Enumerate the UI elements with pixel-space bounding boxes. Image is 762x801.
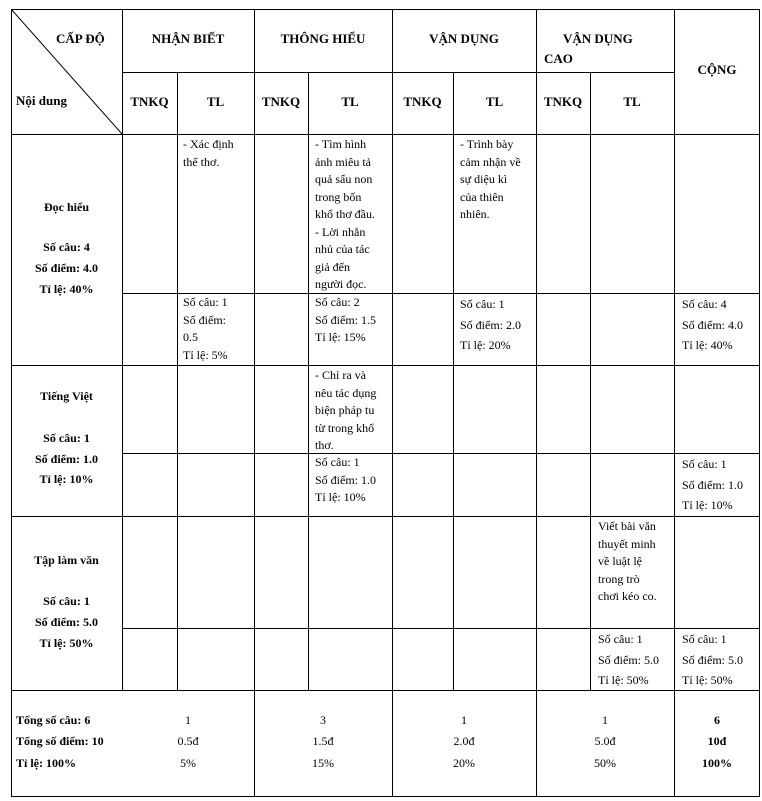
header-tnkq-nb: TNKQ bbox=[130, 94, 169, 109]
header-tl-vd: TL bbox=[485, 94, 504, 109]
totals-nb-diem: 0.5đ bbox=[177, 734, 199, 748]
grid-line bbox=[674, 9, 675, 797]
grid-line bbox=[122, 628, 760, 629]
cell-tap-lam-van-vdc-stats: Số câu: 1 Số điểm: 5.0 Tỉ lệ: 50% bbox=[598, 632, 660, 687]
header-tl-nb: TL bbox=[206, 94, 225, 109]
totals-label-cau: Tổng số câu: 6 bbox=[16, 713, 91, 727]
cell-tap-lam-van-cong-stats: Số câu: 1 Số điểm: 5.0 Tỉ lệ: 50% bbox=[682, 632, 744, 687]
row-so-cau: Số câu: 1 bbox=[43, 431, 90, 445]
cell-tap-lam-van-vdc-content: Viết bài văn thuyết minh về luật lệ trong trò chơi kéo co. bbox=[598, 519, 657, 603]
totals-vdc-diem: 5.0đ bbox=[594, 734, 616, 748]
row-ti-le: Tỉ lệ: 10% bbox=[39, 472, 94, 486]
header-tl-th: TL bbox=[341, 94, 359, 109]
cell-doc-hieu-th-stats: Số câu: 2 Số điểm: 1.5 Tỉ lệ: 15% bbox=[315, 295, 377, 344]
totals-th-cau: 3 bbox=[320, 713, 326, 727]
cell-doc-hieu-th-content: - Tìm hình ảnh miêu tả quả sấu non trong bốn khổ thơ đầu. - Lời nhắn nhủ của tác giả đến người đọc. bbox=[315, 137, 376, 291]
row-ti-le: Tỉ lệ: 40% bbox=[39, 282, 94, 296]
cell-tieng-viet-cong-stats: Số câu: 1 Số điểm: 1.0 Tỉ lệ: 10% bbox=[682, 457, 744, 512]
header-thong-hieu: THÔNG HIỂU bbox=[280, 31, 366, 46]
row-title-tieng-viet: Tiếng Việt bbox=[40, 389, 93, 403]
row-so-diem: Số điểm: 4.0 bbox=[35, 261, 98, 275]
cell-tieng-viet-th-content: - Chỉ ra và nêu tác dụng biện pháp tu từ trong khổ thơ. bbox=[315, 368, 377, 452]
row-so-diem: Số điểm: 1.0 bbox=[35, 452, 98, 466]
grid-line bbox=[254, 9, 255, 797]
grid-line bbox=[759, 9, 760, 797]
header-van-dung-cao: VẬN DỤNG bbox=[563, 31, 633, 46]
grid-line bbox=[122, 72, 675, 73]
grid-line bbox=[11, 796, 760, 797]
totals-vd-cau: 1 bbox=[461, 713, 467, 727]
grid-line bbox=[177, 72, 178, 691]
row-ti-le: Tỉ lệ: 50% bbox=[39, 636, 94, 650]
header-tnkq-th: TNKQ bbox=[261, 94, 301, 109]
header-tnkq-vdc: TNKQ bbox=[543, 94, 583, 109]
totals-vdc-cau: 1 bbox=[602, 713, 608, 727]
totals-vd-diem: 2.0đ bbox=[453, 734, 475, 748]
grid-line bbox=[536, 9, 537, 797]
grid-line bbox=[11, 9, 760, 10]
totals-nb-cau: 1 bbox=[185, 713, 191, 727]
grid-line bbox=[308, 72, 309, 691]
cell-doc-hieu-vd-stats: Số câu: 1 Số điểm: 2.0 Tỉ lệ: 20% bbox=[460, 297, 522, 352]
header-noi-dung: Nội dung bbox=[16, 93, 67, 108]
totals-vdc-tile: 50% bbox=[594, 756, 616, 770]
cell-doc-hieu-nb-content: - Xác định thể thơ. bbox=[183, 137, 234, 169]
totals-vd-tile: 20% bbox=[453, 756, 475, 770]
cell-tieng-viet-th-stats: Số câu: 1 Số điểm: 1.0 Tỉ lệ: 10% bbox=[315, 455, 377, 504]
row-so-diem: Số điểm: 5.0 bbox=[35, 615, 98, 629]
row-so-cau: Số câu: 4 bbox=[43, 240, 90, 254]
header-van-dung: VẬN DỤNG bbox=[429, 31, 499, 46]
grid-line bbox=[11, 365, 760, 366]
grid-line bbox=[122, 453, 760, 454]
grid-line bbox=[392, 9, 393, 797]
totals-cong-cau: 6 bbox=[714, 713, 720, 727]
totals-label-diem: Tổng số điểm: 10 bbox=[16, 734, 104, 748]
cell-doc-hieu-vd-content: - Trình bày cảm nhận về sự diệu kì của thiên nhiên. bbox=[460, 137, 521, 221]
header-cong: CỘNG bbox=[697, 62, 737, 77]
totals-th-diem: 1.5đ bbox=[312, 734, 334, 748]
row-title-tap-lam-van: Tập làm văn bbox=[34, 553, 99, 567]
header-nhan-biet: NHẬN BIẾT bbox=[151, 31, 225, 46]
cell-doc-hieu-nb-stats: Số câu: 1 Số điểm: 0.5 Tỉ lệ: 5% bbox=[183, 295, 228, 362]
cell-doc-hieu-cong-stats: Số câu: 4 Số điểm: 4.0 Tỉ lệ: 40% bbox=[682, 297, 744, 352]
header-tnkq-vd: TNKQ bbox=[403, 94, 442, 109]
row-title-doc-hieu: Đọc hiểu bbox=[44, 200, 89, 214]
grid-line bbox=[453, 72, 454, 691]
header-tl-vdc: TL bbox=[623, 94, 641, 109]
grid-line bbox=[590, 72, 591, 691]
totals-th-tile: 15% bbox=[312, 756, 334, 770]
totals-nb-tile: 5% bbox=[180, 756, 196, 770]
row-so-cau: Số câu: 1 bbox=[43, 594, 90, 608]
diagonal-line bbox=[11, 9, 123, 135]
header-cap-do: CẤP ĐỘ bbox=[56, 31, 105, 46]
totals-label-tile: Tỉ lệ: 100% bbox=[16, 756, 76, 770]
totals-cong-tile: 100% bbox=[702, 756, 732, 770]
grid-line bbox=[11, 134, 760, 135]
grid-line bbox=[11, 516, 760, 517]
totals-cong-diem: 10đ bbox=[707, 734, 727, 748]
header-van-dung-cao-2: CAO bbox=[544, 51, 573, 66]
